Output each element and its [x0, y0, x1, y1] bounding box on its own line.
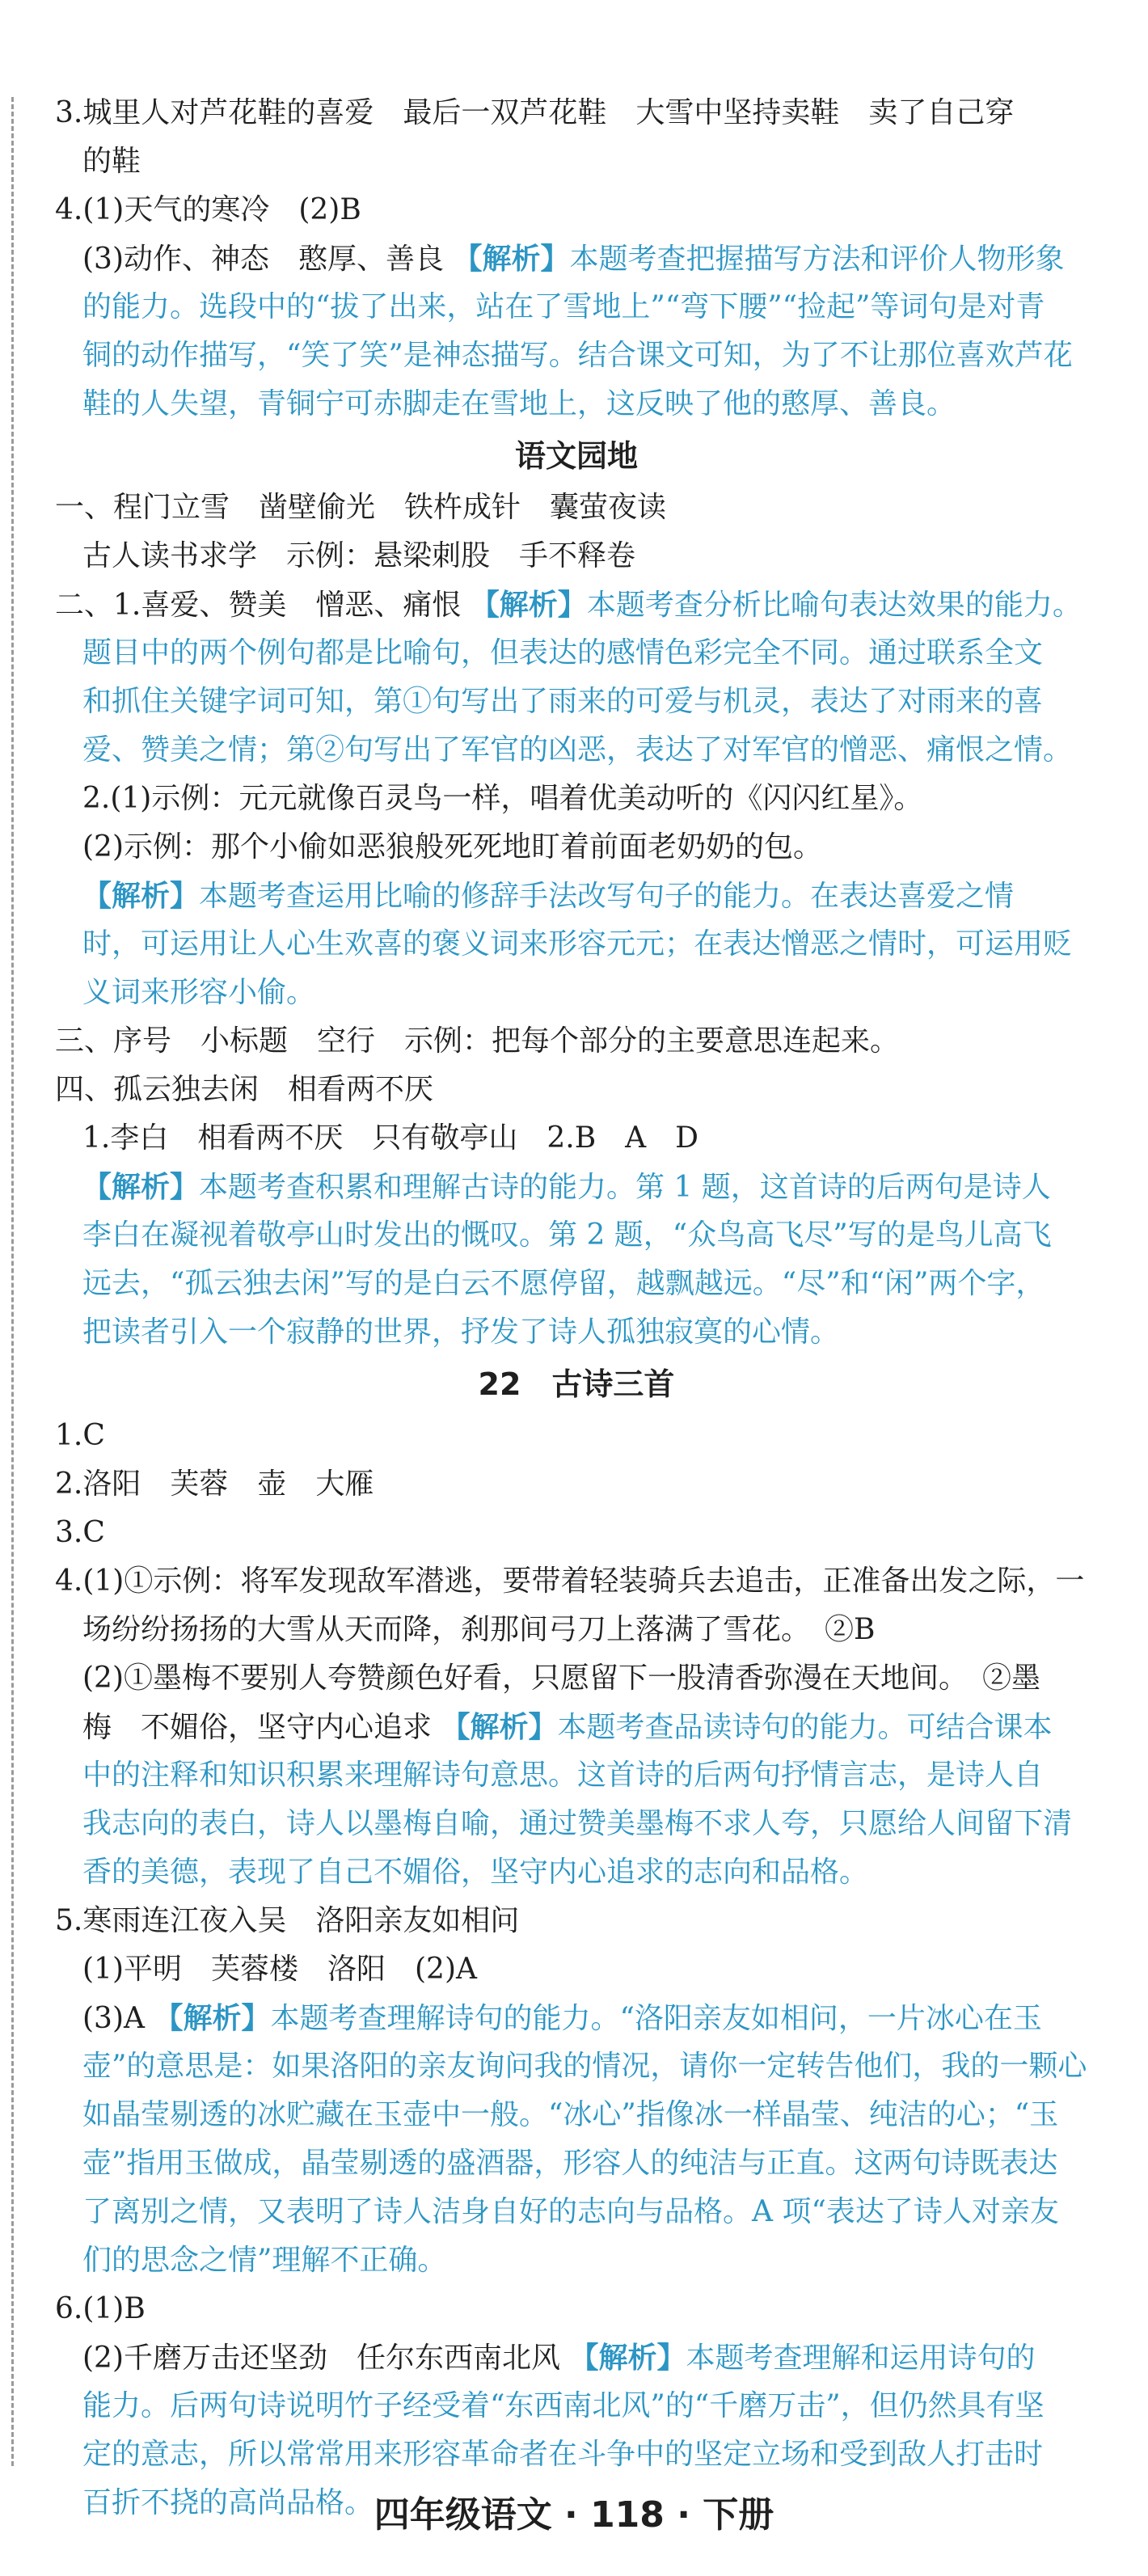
analysis-tag: 【解析】	[82, 879, 200, 913]
answer-line	[55, 1800, 1098, 1848]
answer-line	[55, 1897, 1098, 1945]
answer-line	[55, 137, 1098, 186]
analysis-text: 们的思念之情”理解不正确。	[82, 2244, 447, 2277]
analysis-tag: 【解析】	[453, 242, 570, 276]
analysis-tag: 【解析】	[470, 588, 587, 622]
answer-text: 场纷纷扬扬的大雪从天而降，刹那间弓刀上落满了雪花。 ②B	[82, 1613, 876, 1646]
answer-line	[55, 1994, 1098, 2042]
analysis-tag: 【解析】	[569, 2341, 686, 2375]
analysis-text: 义词来形容小偷。	[82, 976, 316, 1009]
answer-text: (1)平明 芙蓉楼 洛阳 (2)A	[82, 1953, 477, 1986]
answer-line	[55, 2285, 1098, 2333]
analysis-text: 百折不挠的高尚品格。	[82, 2486, 374, 2519]
section-title: 语文园地	[514, 438, 638, 474]
answer-line	[55, 969, 1098, 1017]
answer-line	[55, 1308, 1098, 1357]
page-footer: 四年级语文 · 118 · 下册	[374, 2494, 774, 2536]
answer-text: 的鞋	[82, 145, 141, 178]
answer-line	[55, 1211, 1098, 1260]
answer-line	[55, 1557, 1098, 1606]
answer-line	[55, 89, 1098, 137]
answer-line	[55, 1945, 1098, 1994]
answer-line	[55, 234, 1098, 283]
analysis-text: 的能力。选段中的“拔了出来，站在了雪地上”“弯下腰”“捡起”等词句是对青	[82, 290, 1045, 323]
answer-text: 3.城里人对芦花鞋的喜爱 最后一双芦花鞋 大雪中坚持卖鞋 卖了自己穿	[55, 96, 1015, 129]
answer-line	[55, 581, 1098, 629]
answer-line	[55, 2188, 1098, 2236]
answer-line	[55, 629, 1098, 678]
answer-text: 二、1.喜爱、赞美 憎恶、痛恨	[55, 589, 471, 622]
answer-line	[55, 484, 1098, 532]
answer-text: 4.(1)①示例：将军发现敌军潜逃，要带着轻装骑兵去追击，正准备出发之际，一	[55, 1565, 1085, 1598]
analysis-text: 铜的动作描写，“笑了笑”是神态描写。结合课文可知，为了不让那位喜欢芦花	[82, 339, 1073, 372]
answer-line	[55, 1460, 1098, 1509]
answer-line	[55, 1509, 1098, 1557]
answer-line	[55, 2042, 1098, 2091]
answer-line	[55, 1066, 1098, 1114]
answer-text: (3)动作、神态 憨厚、善良	[82, 243, 454, 276]
answer-content	[55, 89, 1098, 2527]
analysis-text: 本题考查运用比喻的修辞手法改写句子的能力。在表达喜爱之情	[199, 880, 1015, 913]
analysis-tag: 【解析】	[154, 2001, 271, 2035]
analysis-text: 把读者引入一个寂静的世界，抒发了诗人孤独寂寞的心情。	[82, 1315, 840, 1349]
section-title: 22 古诗三首	[478, 1366, 675, 1402]
analysis-text: 壶”的意思是：如果洛阳的亲友询问我的情况，请你一定转告他们，我的一颗心	[82, 2050, 1087, 2083]
answer-line	[55, 1848, 1098, 1897]
answer-line	[55, 2382, 1098, 2430]
dashed-margin-rule	[11, 97, 14, 2466]
analysis-text: 本题考查积累和理解古诗的能力。第 1 题，这首诗的后两句是诗人	[199, 1171, 1051, 1204]
answer-line	[55, 1412, 1098, 1460]
answer-text: 梅 不媚俗，坚守内心追求	[82, 1711, 441, 1744]
analysis-text: 李白在凝视着敬亭山时发出的慨叹。第 2 题，“众鸟高飞尽”写的是鸟儿高飞	[82, 1218, 1052, 1252]
analysis-text: 和抓住关键字词可知，第①句写出了雨来的可爱与机灵，表达了对雨来的喜	[82, 685, 1044, 718]
answer-text: (2)千磨万击还坚劲 任尔东西南北风	[82, 2342, 570, 2375]
answer-line	[55, 1703, 1098, 1751]
answer-text: 4.(1)天气的寒冷 (2)B	[55, 193, 361, 226]
analysis-text: 题目中的两个例句都是比喻句，但表达的感情色彩完全不同。通过联系全文	[82, 636, 1044, 669]
answer-text: (3)A	[82, 2002, 154, 2035]
answer-line	[55, 1163, 1098, 1211]
answer-line	[55, 1017, 1098, 1066]
answer-text: 三、序号 小标题 空行 示例：把每个部分的主要意思连起来。	[55, 1024, 900, 1058]
answer-line	[55, 1114, 1098, 1163]
answer-line	[55, 2333, 1098, 2382]
answer-text: 1.李白 相看两不厌 只有敬亭山 2.B A D	[82, 1121, 699, 1155]
answer-text: 6.(1)B	[55, 2292, 146, 2325]
analysis-text: 香的美德，表现了自己不媚俗，坚守内心追求的志向和品格。	[82, 1856, 869, 1889]
answer-text: 1.C	[55, 1419, 105, 1452]
answer-line	[55, 1751, 1098, 1800]
analysis-text: 了离别之情，又表明了诗人洁身自好的志向与品格。A 项“表达了诗人对亲友	[82, 2195, 1059, 2228]
answer-line	[55, 532, 1098, 581]
answer-line	[55, 1260, 1098, 1308]
answer-line	[55, 2139, 1098, 2188]
analysis-text: 爱、赞美之情；第②句写出了军官的凶恶，表达了对军官的憎恶、痛恨之情。	[82, 733, 1073, 766]
analysis-text: 能力。后两句诗说明竹子经受着“东西南北风”的“千磨万击”，但仍然具有坚	[82, 2389, 1045, 2422]
analysis-text: 时，可运用让人心生欢喜的褒义词来形容元元；在表达憎恶之情时，可运用贬	[82, 927, 1073, 961]
answer-line	[55, 283, 1098, 332]
analysis-text: 本题考查理解和运用诗句的	[686, 2342, 1036, 2375]
analysis-tag: 【解析】	[82, 1170, 200, 1204]
answer-line	[55, 2430, 1098, 2479]
answer-text: 一、程门立雪 凿壁偷光 铁杵成针 囊萤夜读	[55, 491, 667, 524]
analysis-text: 远去，“孤云独去闲”写的是白云不愿停留，越飘越远。“尽”和“闲”两个字，	[82, 1267, 1045, 1300]
analysis-tag: 【解析】	[441, 1710, 558, 1744]
answer-text: (2)①墨梅不要别人夸赞颜色好看，只愿留下一股清香弥漫在天地间。 ②墨	[82, 1662, 1040, 1695]
answer-line	[55, 1606, 1098, 1654]
answer-line	[55, 332, 1098, 380]
analysis-text: 中的注释和知识积累来理解诗句意思。这首诗的后两句抒情言志，是诗人自	[82, 1759, 1044, 1792]
answer-line	[55, 186, 1098, 234]
answer-line	[55, 2236, 1098, 2285]
analysis-text: 本题考查品读诗句的能力。可结合课本	[557, 1711, 1053, 1744]
answer-text: 5.寒雨连江夜入吴 洛阳亲友如相问	[55, 1904, 520, 1937]
answer-line	[55, 678, 1098, 726]
analysis-text: 本题考查理解诗句的能力。“洛阳亲友如相问，一片冰心在玉	[270, 2002, 1042, 2035]
answer-text: 2.洛阳 芙蓉 壶 大雁	[55, 1467, 374, 1501]
answer-text: 2.(1)示例：元元就像百灵鸟一样，唱着优美动听的《闪闪红星》。	[82, 782, 923, 815]
answer-line	[55, 380, 1098, 429]
answer-line	[55, 872, 1098, 920]
analysis-text: 壶”指用玉做成，晶莹剔透的盛酒器，形容人的纯洁与正直。这两句诗既表达	[82, 2147, 1058, 2180]
analysis-text: 定的意志，所以常常用来形容革命者在斗争中的坚定立场和受到敌人打击时	[82, 2438, 1044, 2471]
analysis-text: 本题考查分析比喻句表达效果的能力。	[586, 589, 1082, 622]
analysis-text: 本题考查把握描写方法和评价人物形象	[569, 243, 1065, 276]
answer-text: (2)示例：那个小偷如恶狼般死死地盯着前面老奶奶的包。	[82, 830, 822, 864]
analysis-text: 如晶莹剔透的冰贮藏在玉壶中一般。“冰心”指像冰一样晶莹、纯洁的心；“玉	[82, 2098, 1059, 2131]
answer-line	[55, 775, 1098, 823]
answer-line	[55, 1654, 1098, 1703]
answer-line	[55, 920, 1098, 969]
analysis-text: 鞋的人失望，青铜宁可赤脚走在雪地上，这反映了他的憨厚、善良。	[82, 387, 956, 420]
analysis-text: 我志向的表白，诗人以墨梅自喻，通过赞美墨梅不求人夸，只愿给人间留下清	[82, 1807, 1073, 1840]
answer-text: 四、孤云独去闲 相看两不厌	[55, 1073, 434, 1106]
answer-line	[55, 726, 1098, 775]
answer-line	[55, 823, 1098, 872]
answer-text: 古人读书求学 示例：悬梁刺股 手不释卷	[82, 539, 636, 572]
answer-line	[55, 2091, 1098, 2139]
answer-text: 3.C	[55, 1516, 105, 1549]
